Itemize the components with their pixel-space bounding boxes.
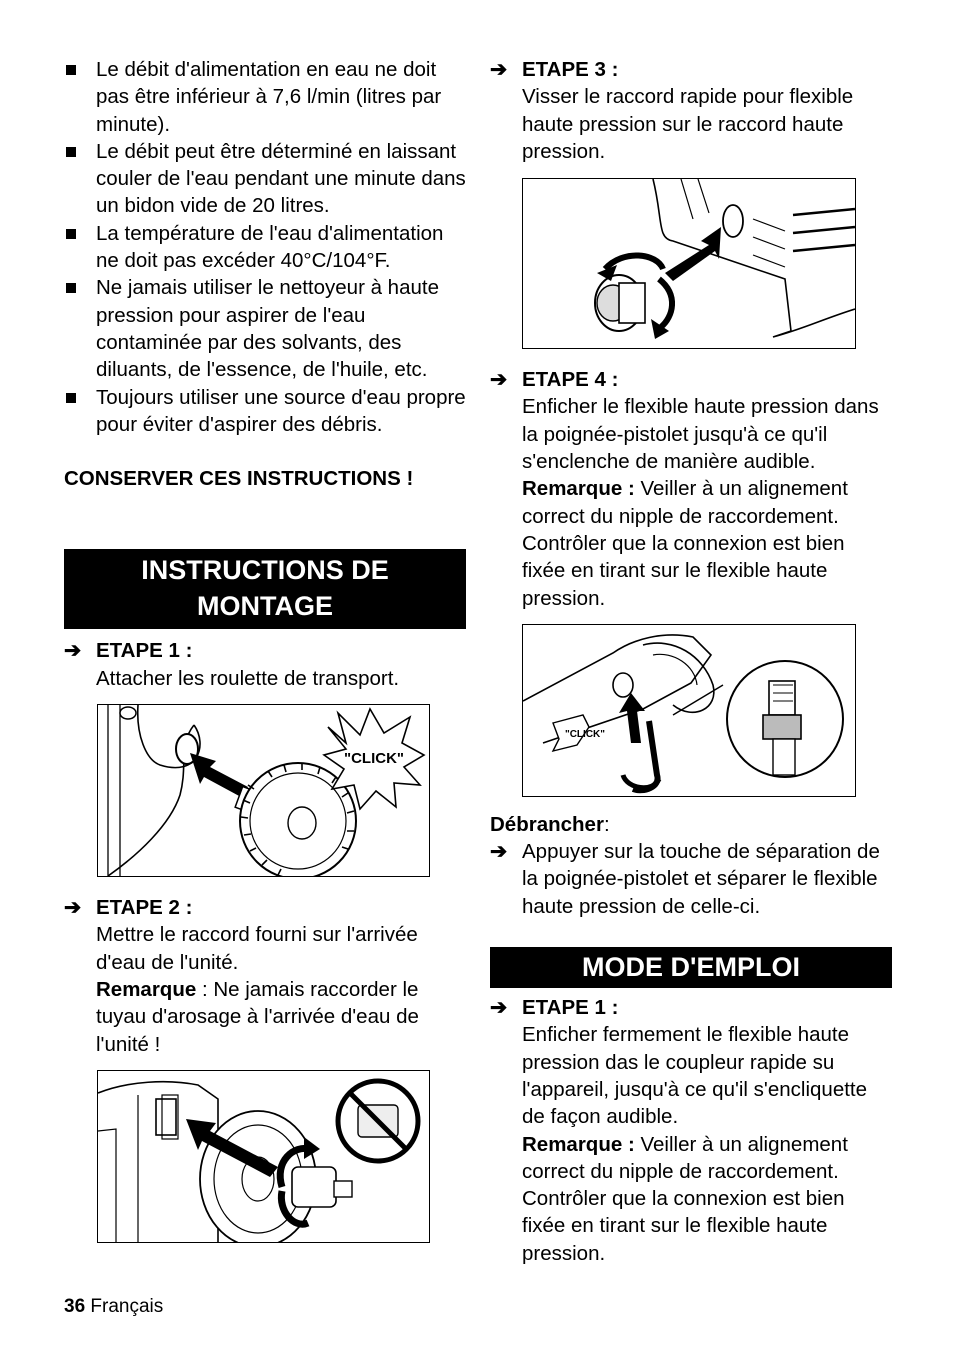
disconnect-step: ➔ Appuyer sur la touche de séparation de la poignée-pistolet et séparer le flexible haute pression de celle-ci. [490,840,880,918]
step-2-montage: ➔ ETAPE 2 : Mettre le raccord fourni sur l'arrivée d'eau de l'unité. Remarque : Ne jamais raccorder le tuyau d'arosage à l'arrivée d'eau de l'unité ! [64,894,466,1058]
step-4-note: Remarque : Veiller à un alignement correct du nipple de raccordement. Contrôler que la connexion est bien fixée en tirant sur le flexible haute pression. [522,477,848,610]
page-footer [64,1296,163,1318]
bullet-square-icon [66,229,76,239]
list-item: Ne jamais utiliser le nettoyeur à haute pression pour aspirer de l'eau contaminée par des solvants, des diluants, de l'essence, de l'huile, etc. [64,274,466,383]
list-item: Le débit d'alimentation en eau ne doit pas être inférieur à 7,6 l/min (litres par minute). [64,56,466,138]
spray-gun-illustration [523,625,855,796]
click-callout-text: "CLICK" [343,750,405,768]
list-item: La température de l'eau d'alimentation ne doit pas excéder 40°C/104°F. [64,220,466,275]
arrow-right-icon: ➔ [490,58,508,81]
arrow-right-icon: ➔ [490,368,508,392]
arrow-right-icon: ➔ [490,840,508,864]
section-title-montage: INSTRUCTIONS DE MONTAGE [64,549,466,629]
page-number: 36 [64,1296,86,1317]
arrow-right-icon: ➔ [490,996,508,1020]
figure-water-inlet [97,1070,430,1243]
figure-wheel-attach [97,704,430,877]
click-callout-text-2: "CLICK" [564,728,606,740]
wheel-illustration [98,705,429,876]
step-2-note: Remarque : Ne jamais raccorder le tuyau d'arosage à l'arrivée d'eau de l'unité ! [96,977,419,1056]
step-3-montage: ➔ ETAPE 3 : Visser le raccord rapide pour flexible haute pression sur le raccord haute pression. [490,58,854,163]
figure-spray-gun-hose [522,624,856,797]
keep-instructions-notice: CONSERVER CES INSTRUCTIONS ! [64,467,414,491]
figure-quick-coupler [522,178,856,349]
arrow-right-icon: ➔ [64,639,82,663]
quick-coupler-illustration [523,179,855,348]
mode-step-1-note: Remarque : Veiller à un alignement correct du nipple de raccordement. Contrôler que la connexion est bien fixée en tirant sur le flexible haute pression. [522,1132,848,1265]
water-inlet-illustration [98,1071,429,1242]
bullet-square-icon [66,393,76,403]
step-1-montage: ➔ ETAPE 1 : Attacher les roulette de transport. [64,639,400,690]
left-column [64,56,466,1243]
step-4-montage: ➔ ETAPE 4 : Enficher le flexible haute pression dans la poignée-pistolet jusqu'à ce qu'il s'enclenche de manière audible. Remarque : Veiller à un alignement correct du nipple de raccordement. Contrôler que la connexion est bien fixée en tirant sur le flexible haute pression. [490,366,892,612]
step-1-mode-emploi: ➔ ETAPE 1 : Enficher fermement le flexible haute pression das le coupleur rapide su l'appareil, jusqu'à ce qu'il s'encliquette de façon audible. Remarque : Veiller à un alignement correct du nipple de raccordement. Contrôler que la connexion est bien fixée en tirant sur le flexible haute pression. [490,994,892,1267]
list-item: Toujours utiliser une source d'eau propre pour éviter d'aspirer des débris. [64,384,466,439]
bullet-square-icon [66,65,76,75]
list-item: Le débit peut être déterminé en laissant couler de l'eau pendant une minute dans un bidon vide de 20 litres. [64,138,466,220]
arrow-right-icon: ➔ [64,896,82,920]
bullet-square-icon [66,147,76,157]
footer-language: Français [90,1296,164,1317]
right-column [490,56,892,1267]
disconnect-heading: Débrancher: [490,812,610,836]
section-title-mode-emploi: MODE D'EMPLOI [490,947,892,988]
bullet-square-icon [66,283,76,293]
